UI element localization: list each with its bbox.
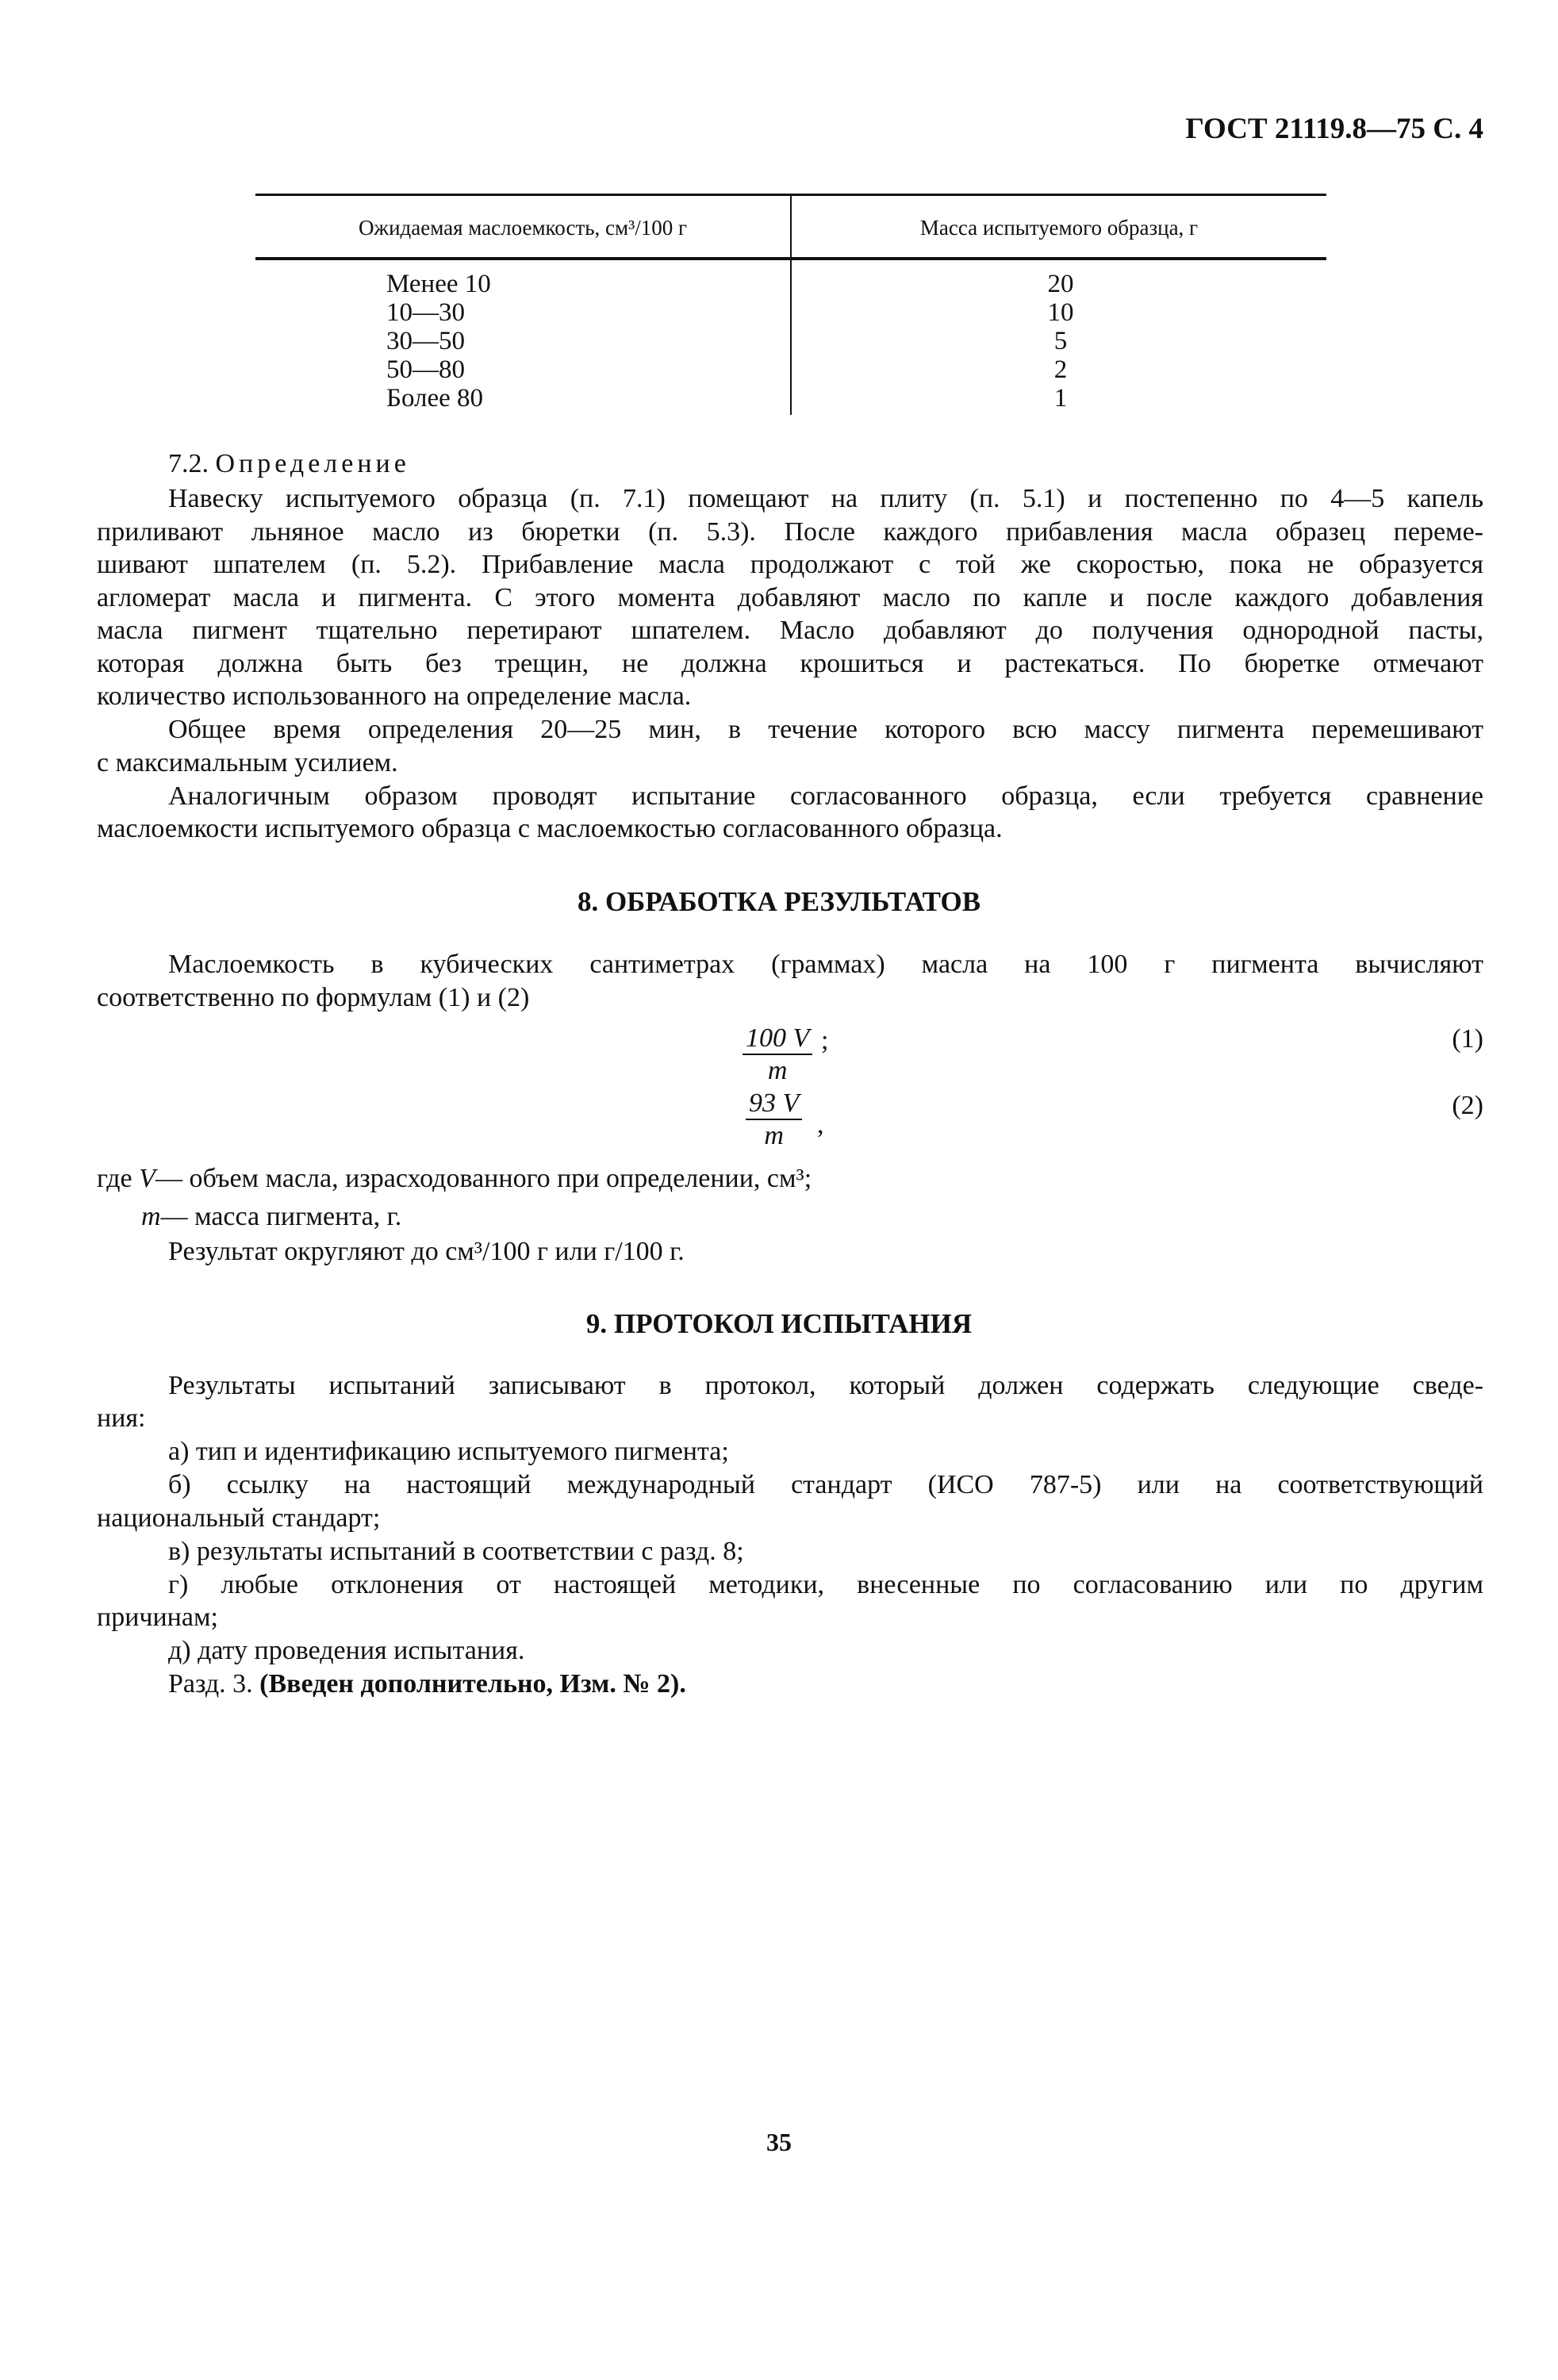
formula-2-label: (2) — [1452, 1091, 1483, 1120]
amendment-note — [168, 1668, 686, 1700]
table-header-sample-mass: Масса испытуемого образца, г — [919, 216, 1199, 240]
page-number: 35 — [766, 2128, 792, 2156]
list-item: б) ссылку на настоящий международный стандарт (ИСО 787-5) или на соответствующий — [168, 1470, 1483, 1499]
paragraph-line: маслоемкости испытуемого образца с маслоемкостью согласованного образца. — [97, 814, 1003, 843]
amendment-bold: (Введен дополнительно, Изм. № 2). — [259, 1669, 686, 1699]
section-number: 7.2. — [168, 449, 209, 478]
paragraph-line: агломерат масла и пигмента. С этого момента добавляют масло по капле и после каждого добавления — [97, 583, 1483, 612]
section-9-heading: 9. ПРОТОКОЛ ИСПЫТАНИЯ — [585, 1308, 973, 1339]
section-title: Определение — [215, 449, 410, 478]
table-cell: 30—50 — [386, 327, 465, 355]
list-item: д) дату проведения испытания. — [168, 1636, 525, 1665]
formula-punct: ; — [821, 1026, 829, 1055]
list-item: в) результаты испытаний в соответствии с разд. 8; — [168, 1537, 744, 1566]
paragraph-line: соответственно по формулам (1) и (2) — [97, 983, 530, 1012]
paragraph-line: количество использованного на определение масла. — [97, 681, 692, 711]
table-cell: 1 — [1053, 384, 1068, 413]
symbol-v: V — [139, 1164, 155, 1193]
symbol-m: m — [141, 1202, 161, 1231]
list-item-continuation: национальный стандарт; — [97, 1503, 381, 1533]
paragraph-line: которая должна быть без трещин, не должна крошиться и растекаться. По бюретке отмечают — [97, 649, 1483, 678]
table-cell: Менее 10 — [386, 270, 491, 298]
where-m-line — [141, 1201, 401, 1233]
section-7-2-heading — [168, 448, 410, 480]
table-cell: 5 — [1053, 327, 1068, 355]
symbol-m-definition: — масса пигмента, г. — [160, 1202, 402, 1231]
table-cell: 10—30 — [386, 298, 465, 327]
where-prefix: где — [97, 1164, 132, 1193]
table-cell: 10 — [1047, 298, 1074, 327]
paragraph-line: с максимальным усилием. — [97, 748, 398, 777]
table-cell: Более 80 — [386, 384, 484, 413]
paragraph-line: Навеску испытуемого образца (п. 7.1) помещают на плиту (п. 5.1) и постепенно по 4—5 капель — [168, 484, 1483, 513]
list-item-continuation: причинам; — [97, 1603, 218, 1632]
running-header: ГОСТ 21119.8—75 С. 4 — [1185, 113, 1483, 145]
paragraph-line: ния: — [97, 1403, 146, 1433]
table-header-expected-oil-absorption: Ожидаемая маслоемкость, см³/100 г — [358, 216, 688, 240]
formula-1-label: (1) — [1452, 1024, 1483, 1054]
paragraph-line: Общее время определения 20—25 мин, в течение которого всю массу пигмента перемешивают — [168, 715, 1483, 744]
list-item: г) любые отклонения от настоящей методики, внесенные по согласованию или по другим — [168, 1570, 1483, 1599]
formula-numerator: 93 V — [746, 1088, 802, 1120]
where-v-line — [97, 1163, 812, 1195]
rounding-note: Результат округляют до см³/100 г или г/100 г. — [168, 1237, 685, 1266]
formula-numerator: 100 V — [743, 1023, 812, 1055]
list-item: а) тип и идентификацию испытуемого пигмента; — [168, 1437, 729, 1466]
table-cell: 20 — [1047, 270, 1074, 298]
paragraph-line: масла пигмент тщательно перетирают шпателем. Масло добавляют до получения однородной пасты, — [97, 616, 1483, 645]
formula-punct: , — [817, 1110, 824, 1139]
section-8-heading: 8. ОБРАБОТКА РЕЗУЛЬТАТОВ — [577, 886, 981, 917]
formula-denominator: m — [764, 1121, 784, 1150]
paragraph-line: Аналогичным образом проводят испытание согласованного образца, если требуется сравнение — [168, 781, 1483, 811]
paragraph-line: шивают шпателем (п. 5.2). Прибавление масла продолжают с той же скоростью, пока не образуется — [97, 550, 1483, 579]
paragraph-line: приливают льняное масло из бюретки (п. 5.3). После каждого прибавления масла образец переме- — [97, 517, 1483, 547]
formula-1 — [743, 1023, 812, 1087]
paragraph-line: Результаты испытаний записывают в протокол, который должен содержать следующие сведе- — [168, 1371, 1483, 1400]
symbol-v-definition: — объем масла, израсходованного при определении, см³; — [155, 1164, 812, 1193]
formula-2 — [746, 1088, 802, 1152]
paragraph-line: Маслоемкость в кубических сантиметрах (граммах) масла на 100 г пигмента вычисляют — [168, 950, 1483, 979]
table-cell: 50—80 — [386, 355, 465, 384]
formula-denominator: m — [767, 1056, 788, 1085]
table-cell: 2 — [1053, 355, 1068, 384]
amendment-prefix: Разд. 3. — [168, 1669, 253, 1699]
